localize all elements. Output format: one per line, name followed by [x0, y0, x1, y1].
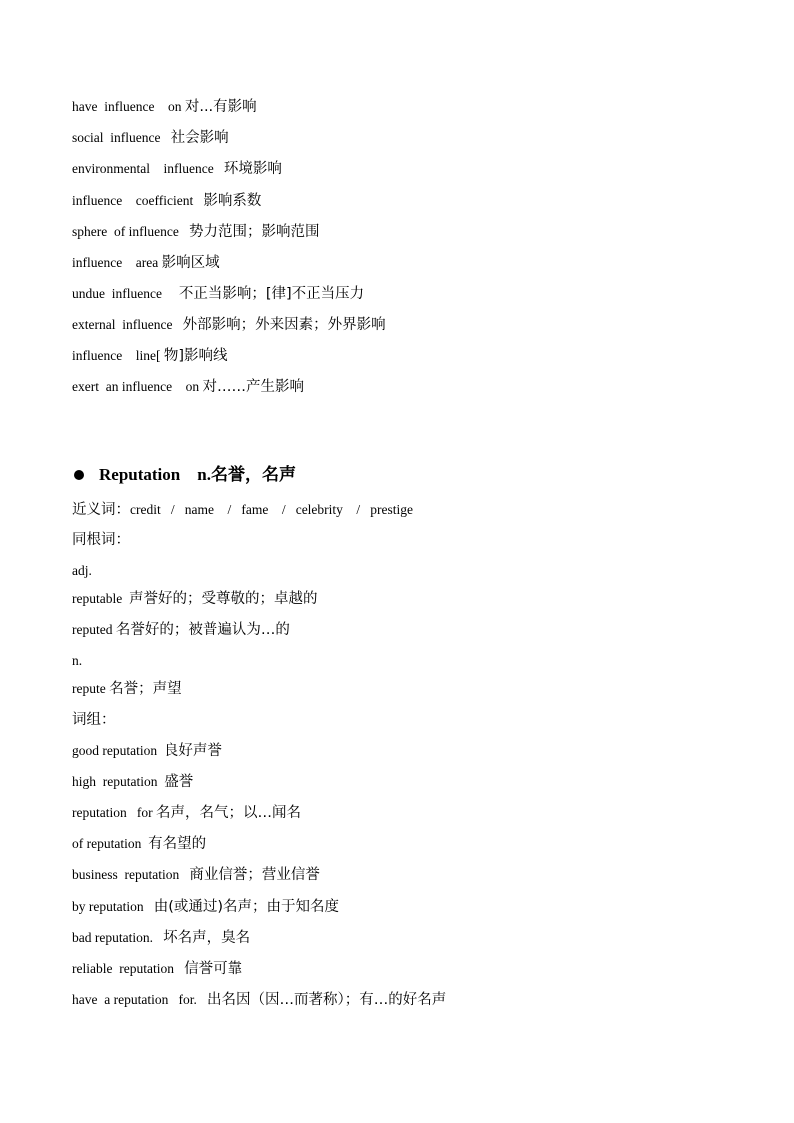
phrase-english: environmental influence — [72, 161, 224, 176]
phrase-chinese: 不正当影响；[律]不正当压力 — [178, 286, 365, 302]
phrase-english: bad reputation. — [72, 930, 164, 945]
cognate-word — [72, 590, 317, 609]
n-label-text: n. — [72, 653, 83, 668]
headword: Reputation — [99, 465, 181, 484]
phrase-english: undue influence — [72, 286, 179, 301]
phrase-chinese: 有名望的 — [148, 836, 207, 852]
influence-phrase — [72, 254, 220, 273]
influence-phrase — [72, 160, 282, 179]
phrase-english: social influence — [72, 130, 171, 145]
influence-phrase — [72, 98, 257, 117]
cognate-english: repute — [72, 681, 110, 696]
phrase-chinese: 盛誉 — [164, 774, 194, 790]
phrase-chinese: 影响系数 — [203, 193, 262, 209]
phrase-english: business reputation — [72, 867, 190, 882]
cognate-chinese: 声誉好的；受尊敬的；卓越的 — [128, 591, 318, 607]
phrase-chinese: 物]影响线 — [163, 348, 228, 364]
phrase-chinese: 出名因（因…而著称）；有…的好名声 — [206, 992, 447, 1008]
phrase-chinese: 名声，名气；以…闻名 — [155, 805, 301, 821]
influence-phrase — [72, 347, 228, 366]
synonyms-list: credit / name / fame / celebrity / prestige — [130, 502, 414, 517]
phrase-english: reliable reputation — [72, 961, 185, 976]
synonyms-label: 近义词： — [72, 502, 130, 518]
phrase-english: high reputation — [72, 774, 165, 789]
reputation-phrase — [72, 960, 242, 979]
influence-phrase — [72, 192, 261, 211]
phrase-english: sphere of influence — [72, 224, 189, 239]
influence-phrase — [72, 129, 229, 148]
cognate-word — [72, 621, 290, 640]
phrase-chinese: 商业信誉；营业信誉 — [189, 867, 320, 883]
reputation-phrase — [72, 991, 446, 1010]
phrase-english: of reputation — [72, 836, 149, 851]
phrase-english: influence area — [72, 255, 162, 270]
cognate-english: reputable — [72, 591, 129, 606]
reputation-phrase — [72, 898, 339, 917]
phrase-chinese: 由(或通过)名声；由于知名度 — [153, 899, 340, 915]
phrase-english: good reputation — [72, 743, 164, 758]
cognate-english: reputed — [72, 622, 116, 637]
phrase-english: have influence on — [72, 99, 185, 114]
phrase-chinese: 社会影响 — [170, 130, 229, 146]
synonyms-line — [72, 501, 413, 520]
entry-heading — [72, 464, 296, 486]
phrase-english: reputation for — [72, 805, 156, 820]
phrase-english: have a reputation for. — [72, 992, 207, 1007]
influence-phrase — [72, 223, 319, 242]
phrase-chinese: 外部影响；外来因素；外界影响 — [182, 317, 386, 333]
headword-meaning: 名誉，名声 — [210, 465, 296, 485]
phrase-chinese: 对...有影响 — [184, 99, 257, 115]
influence-phrase — [72, 285, 364, 304]
reputation-phrase — [72, 773, 193, 792]
phrase-chinese: 影响区域 — [161, 255, 220, 271]
phrases-label-text: 词组： — [72, 712, 116, 728]
reputation-phrase — [72, 835, 206, 854]
part-of-speech: n. — [197, 465, 211, 484]
n-label — [72, 652, 82, 671]
cognate-chinese: 名誉；声望 — [109, 681, 182, 697]
phrase-english: exert an influence on — [72, 379, 203, 394]
cognate-word — [72, 680, 182, 699]
adj-label-text: adj. — [72, 563, 92, 578]
phrase-chinese: 环境影响 — [223, 161, 282, 177]
phrase-english: external influence — [72, 317, 183, 332]
phrase-english: influence coefficient — [72, 193, 204, 208]
phrase-chinese: 坏名声，臭名 — [163, 930, 251, 946]
adj-label — [72, 562, 92, 581]
reputation-phrase — [72, 742, 222, 761]
phrases-label — [72, 711, 116, 730]
phrase-english: by reputation — [72, 899, 154, 914]
phrase-chinese: 信誉可靠 — [184, 961, 243, 977]
influence-phrase — [72, 378, 304, 397]
phrase-chinese: 良好声誉 — [163, 743, 222, 759]
phrase-chinese: 对……产生影响 — [202, 379, 304, 395]
cognates-label-text: 同根词： — [72, 532, 130, 548]
influence-phrase — [72, 316, 386, 335]
phrase-english: influence line[ — [72, 348, 164, 363]
cognate-chinese: 名誉好的；被普遍认为…的 — [115, 622, 290, 638]
phrase-chinese: 势力范围；影响范围 — [188, 224, 320, 240]
reputation-phrase — [72, 804, 301, 823]
reputation-phrase — [72, 929, 250, 948]
bullet-icon — [74, 470, 84, 480]
cognates-label — [72, 531, 130, 550]
reputation-phrase — [72, 866, 320, 885]
